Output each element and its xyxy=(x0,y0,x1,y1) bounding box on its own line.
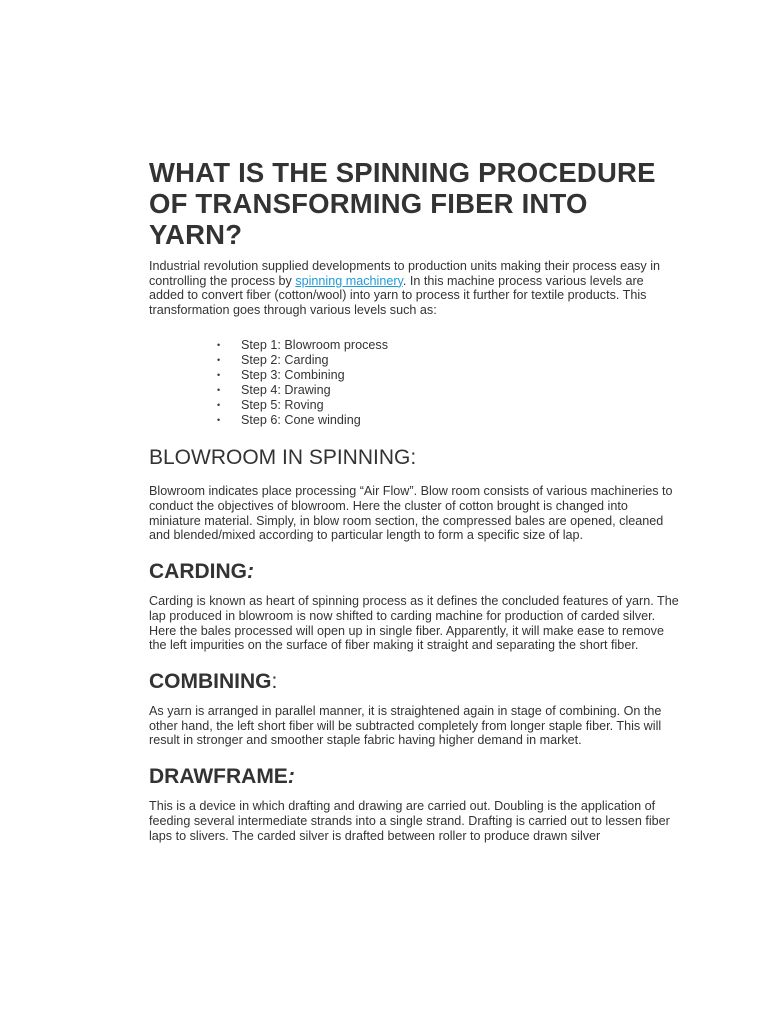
carding-heading-colon: : xyxy=(247,560,254,584)
drawframe-heading xyxy=(149,765,679,789)
intro-paragraph xyxy=(149,259,679,318)
drawframe-section xyxy=(149,765,679,843)
bullet-icon: • xyxy=(217,415,221,426)
step-label: Step 4: Drawing xyxy=(241,383,331,398)
step-label: Step 5: Roving xyxy=(241,398,324,413)
page-title: WHAT IS THE SPINNING PROCEDURE OF TRANSFORMING FIBER INTO YARN? xyxy=(149,157,656,250)
intro-text-before-link: Industrial revolution supplied developments to production units making their process easy in controlling the process by xyxy=(149,259,661,288)
steps-list xyxy=(149,338,679,429)
list-item xyxy=(217,368,679,383)
bullet-icon: • xyxy=(217,400,221,411)
bullet-icon: • xyxy=(217,354,221,365)
blowroom-paragraph: Blowroom indicates place processing “Air Flow”. Blow room consists of various machineries to conduct the objectives of blowroom. Here the cluster of cotton brought is changed into miniature material. Simply, in blow room section, the compressed bales are opened, cleaned and blended/mixed according to particular length to form a specific size of lap. xyxy=(149,484,673,543)
combining-paragraph: As yarn is arranged in parallel manner, it is straightened again in stage of combining. On the other hand, the left short fiber will be subtracted completely from longer staple fiber. This will result in stronger and smoother staple fabric having higher demand in market. xyxy=(149,704,662,748)
combining-heading xyxy=(149,670,679,694)
step-label: Step 2: Carding xyxy=(241,352,329,367)
list-item xyxy=(217,398,679,413)
combining-heading-colon: : xyxy=(271,670,278,693)
spinning-machinery-link[interactable]: spinning machinery xyxy=(295,273,403,288)
drawframe-paragraph: This is a device in which drafting and drawing are carried out. Doubling is the application of feeding several intermediate strands into a single strand. Drafting is carried out to lessen fiber laps to slivers. The carded silver is drafted between roller to produce drawn silver xyxy=(149,799,670,843)
carding-heading-text: CARDING xyxy=(149,560,247,584)
combining-section xyxy=(149,670,679,748)
bullet-icon: • xyxy=(217,370,221,380)
list-item xyxy=(217,383,679,398)
step-label: Step 1: Blowroom process xyxy=(241,337,388,352)
combining-heading-text: COMBINING xyxy=(149,670,272,693)
document-page xyxy=(149,157,679,843)
carding-heading xyxy=(149,560,679,584)
carding-section xyxy=(149,560,679,653)
blowroom-heading: BLOWROOM IN SPINNING: xyxy=(149,446,417,470)
carding-paragraph: Carding is known as heart of spinning process as it defines the concluded features of yarn. The lap produced in blowroom is now shifted to carding machine for production of carded silver. Here the bales processed will open up in single fiber. Apparently, it will make ease to remove the left impurities on the surface of fiber making it straight and separating the short fiber. xyxy=(149,594,679,653)
list-item xyxy=(217,413,679,428)
step-label: Step 6: Cone winding xyxy=(241,413,361,428)
drawframe-heading-colon: : xyxy=(287,765,295,789)
list-item xyxy=(217,352,679,368)
intro-text-after-link: . In this machine process various levels are added to convert fiber (cotton/wool) into yarn to process it further for textile products. This transformation goes through various levels such as: xyxy=(149,273,647,318)
bullet-icon: • xyxy=(217,339,221,350)
bullet-icon: • xyxy=(217,385,221,396)
list-item xyxy=(217,337,679,353)
step-label: Step 3: Combining xyxy=(241,368,345,382)
drawframe-heading-text: DRAWFRAME xyxy=(149,765,288,789)
